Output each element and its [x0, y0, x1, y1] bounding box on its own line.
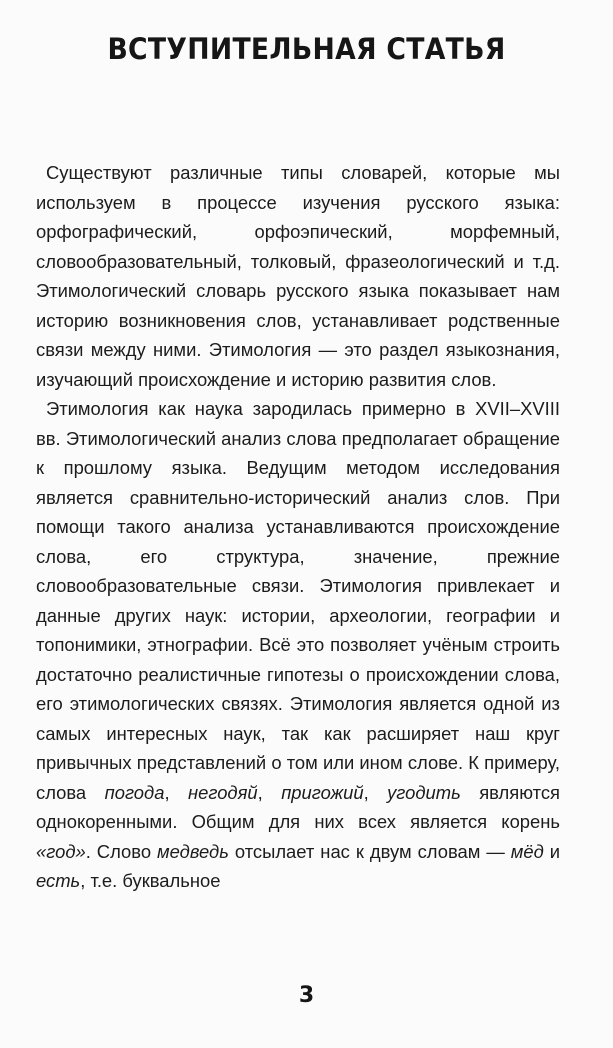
paragraph-2-text: , т.е. буквальное [80, 870, 221, 891]
paragraph-2 [36, 394, 560, 896]
paragraph-2-text: . Слово [85, 840, 158, 862]
paragraph-2-text: Этимология как наука зародилась примерно в XVII–XVIII вв. Этимологический анализ слова предполагает обращение к прошлому языка. Ведущим методом исследования является сравнительно-исторический анализ слов. При помощи такого анализа устанавливаются происхождение слова, его структура, значение, прежние словообразовательные связи. Этимология привлекает и данные других наук: истории, археологии, географии и топонимики, этнографии. Всё это позволяет учёным строить достаточно реалистичные гипотезы о происхождении слова, его этимологических связях. Этимология является одной из самых интересных наук, так как расширяет наш круг привычных представлений о том или ином слове. К примеру, слова [36, 398, 560, 803]
italic-word-est: есть [36, 870, 81, 891]
paragraph-2-text: и [543, 840, 560, 862]
page-title: ВСТУПИТЕЛЬНАЯ СТАТЬЯ [107, 32, 506, 66]
page-number: 3 [298, 983, 315, 1008]
separator: , [363, 781, 388, 803]
italic-word-god: «год» [36, 840, 86, 862]
italic-word-pogoda: погода [104, 781, 165, 803]
italic-word-ugodit: угодить [387, 781, 461, 803]
separator: , [164, 781, 188, 803]
paragraph-2-text: отсылает нас к двум словам — [228, 840, 511, 862]
paragraph-2-text: являются однокоренными. Общим для них всех является корень [36, 781, 560, 832]
italic-word-prigozhii: пригожий [281, 781, 364, 803]
italic-word-negodyai: негодяй [187, 781, 258, 803]
italic-word-myod: мёд [510, 840, 544, 862]
italic-word-medved: медведь [157, 840, 229, 862]
article-body [36, 158, 560, 896]
separator: , [257, 781, 282, 803]
paragraph-1: Существуют различные типы словарей, которые мы используем в процессе изучения русского языка: орфографический, орфоэпический, морфемный, словообразовательный, толковый, фразеологический и т.д. Этимологический словарь русского языка показывает нам историю возникновения слов, устанавливает родственные связи между ними. Этимология — это раздел языкознания, изучающий происхождение и историю развития слов. [36, 162, 560, 390]
